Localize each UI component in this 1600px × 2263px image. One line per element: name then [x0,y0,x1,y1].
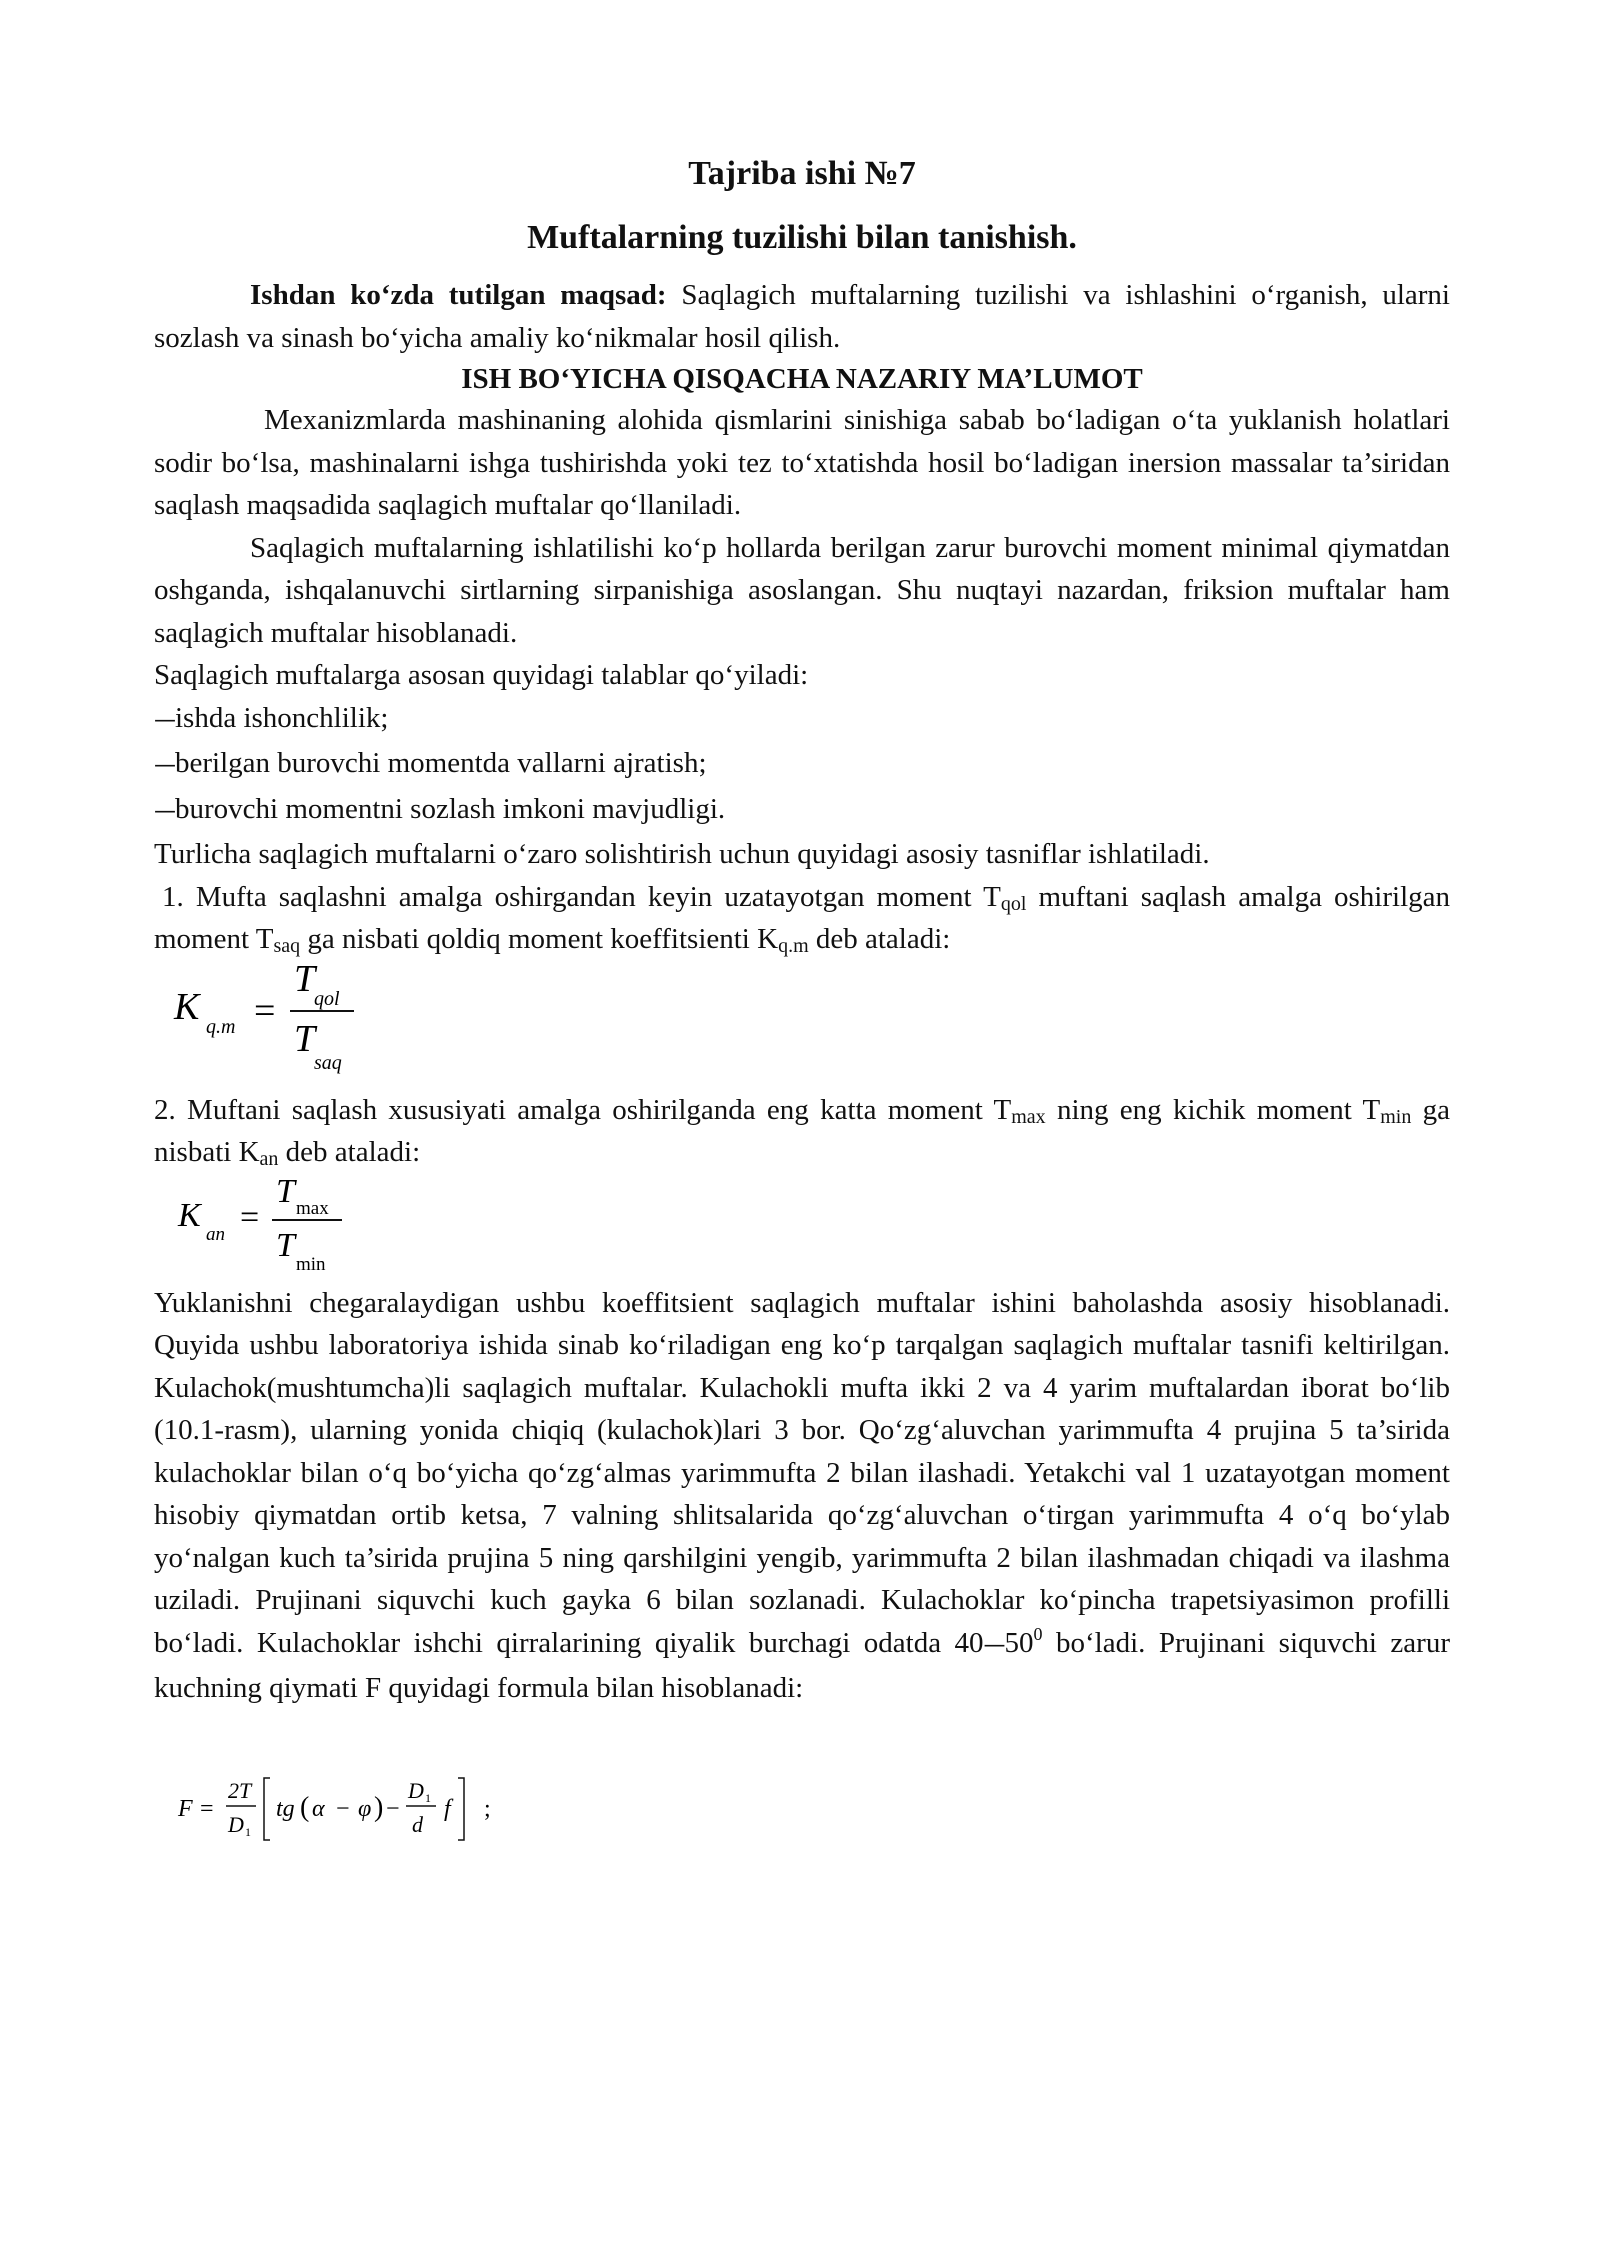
list-item-text: ishda ishonchlilik; [175,701,389,734]
list-item-text: burovchi momentni sozlash imkoni mavjudligi. [175,792,726,825]
minus-sign-2: − [386,1795,400,1822]
formula-denominator-sub: min [296,1253,326,1275]
page-subtitle: Muftalarning tuzilishi bilan tanishish. [527,219,1077,256]
paragraph-2: Saqlagich muftalarning ishlatilishi ko‘p hollarda berilgan zarur burovchi moment minimal qiymatdan oshganda, ishqalanuvchi sirtlarning sirpanishiga asoslangan. Shu nuqtayi nazardan, friksion muftalar ham saqlagich muftalar hisoblanadi. [154,531,1450,649]
formula-denominator: T [294,1017,316,1060]
formula-numerator-sub: max [296,1197,329,1219]
minus-sign: − [336,1795,350,1822]
right-paren: ) [374,1791,384,1823]
item-2-part: deb ataladi: [278,1136,421,1168]
section-heading: ISH BO‘YICHA QISQACHA NAZARIY MA’LUMOT [461,363,1143,395]
formula-numerator: T [294,957,316,1000]
subscript: q.m [778,935,809,957]
list-marker: — [154,753,175,778]
document-body [154,152,1450,1870]
subscript: saq [273,935,301,957]
formula-equals: = [240,1198,260,1236]
formula-residual-coefficient [154,957,1450,1089]
formula-1-svg [154,957,414,1089]
item-1-part: ga nisbati qoldiq moment koeffitsienti K [300,923,779,955]
inner-numerator: D [408,1777,424,1803]
degree-superscript: 0 [1033,1623,1043,1644]
list-item [154,697,1450,743]
item-1-text [154,876,1450,961]
item-2-part: ning eng kichik moment T [1045,1093,1381,1126]
list-item-text: berilgan burovchi momentda vallarni ajratish; [175,747,707,779]
goal-text: Saqlagich muftalarning tuzilishi va ishlashini o‘rganish, ularni sozlash va sinash bo‘yicha amaliy ko‘nikmalar hosil qilish. [154,279,1450,354]
paragraph-5-part: bo‘ladi. Prujinani siquvchi zarur kuchning qiymati F quyidagi formula bilan hisoblanadi: [154,1626,1450,1704]
paragraph-5 [154,1282,1450,1710]
coef-denominator: D [228,1811,244,1837]
range-dash: — [983,1632,1005,1658]
formula-2-svg [154,1174,374,1282]
semicolon: ; [484,1795,491,1822]
requirements-intro: Saqlagich muftalarga asosan quyidagi talablar qo‘yiladi: [154,659,809,691]
paragraph-1: Mexanizmlarda mashinaning alohida qismlarini sinishiga sabab bo‘ladigan o‘ta yuklanish holatlari sodir bo‘lsa, mashinalarni ishga tushirishda yoki tez to‘xtatishda hosil bo‘ladigan inersion massalar ta’siridan saqlash maqsadida saqlagich muftalar qo‘llaniladi. [154,404,1450,521]
formula-spring-force [154,1710,1450,1870]
item-2-part: 2. Muftani saqlash xususiyati amalga oshirilganda eng katta moment T [154,1093,1012,1126]
coef-numerator: 2T [228,1777,252,1803]
formula-numerator-sub: qol [314,987,340,1010]
inner-denominator: d [412,1811,423,1837]
paragraph-classification: Turlicha saqlagich muftalarni o‘zaro solishtirish uchun quyidagi asosiy tasniflar ishlatiladi. [154,838,1210,870]
formula-equals: = [200,1795,214,1822]
item-2-text [154,1089,1450,1174]
formula-lhs: K [178,1196,201,1234]
formula-numerator: T [276,1172,295,1210]
paragraph-5-part: 50 [1004,1626,1034,1659]
left-paren: ( [300,1791,310,1823]
list-marker: — [154,798,175,824]
item-1-part: 1. Mufta saqlashni amalga oshirgandan keyin uzatayotgan moment T [162,880,1001,913]
friction-coefficient: f [444,1795,451,1822]
list-marker: — [154,707,175,733]
formula-equals: = [254,989,276,1032]
subscript: qol [1000,892,1027,915]
paragraph-5-part: Yuklanishni chegaralaydigan ushbu koeffitsient saqlagich muftalar ishini baholashda asosiy hisoblanadi. Quyida ushbu laboratoriya ishida sinab ko‘riladigan eng ko‘p tarqalgan saqlagich muftalar tasnifi keltirilgan. Kulachok(mushtumcha)li saqlagich muftalar. Kulachokli mufta ikki 2 va 4 yarim muftalardan iborat bo‘lib (10.1-rasm), ularning yonida chiqiq (kulachok)lari 3 bor. Qo‘zg‘aluvchan yarimmufta 4 prujina 5 ta’sirida kulachoklar bilan o‘q bo‘yicha qo‘zg‘almas yarimmufta 2 bilan ilashadi. Yetakchi val 1 uzatayotgan moment hisobiy qiymatdan ortib ketsa, 7 valning shlitsalarida qo‘zg‘aluvchan o‘tirgan yarimmufta 4 o‘q bo‘ylab yo‘nalgan kuch ta’sirida prujina 5 ning qarshilgini yengib, yarimmufta 2 bilan ilashmadan chiqadi va ilashma uziladi. Prujinani siquvchi kuch gayka 6 bilan sozlanadi. Kulachoklar ko‘pincha trapetsiyasimon profilli bo‘ladi. Kulachoklar ishchi qirralarining qiyalik burchagi odatda 40 [154,1286,1450,1659]
formula-lhs: K [174,985,200,1028]
formula-denominator-sub: saq [314,1051,342,1074]
list-item [154,742,1450,788]
tg-function: tg [276,1795,295,1822]
item-1-part: deb ataladi: [808,923,951,955]
subscript: min [1380,1105,1412,1128]
right-bracket [458,1778,464,1840]
formula-lhs-sub: q.m [206,1015,236,1038]
goal-label: Ishdan ko‘zda tutilgan maqsad: [250,279,667,311]
inner-numerator-sub: 1 [425,1790,431,1805]
page-title: Tajriba ishi №7 [688,155,916,192]
coef-denominator-sub: 1 [245,1824,251,1839]
alpha-symbol: α [312,1795,325,1822]
formula-3-svg [154,1754,574,1904]
list-item [154,788,1450,834]
left-bracket [264,1778,270,1840]
formula-lhs-sub: an [206,1223,225,1245]
formula-denominator: T [276,1226,295,1264]
item-1-part: muftani saqlash amalga oshirilgan moment T [154,880,1451,955]
subscript: max [1011,1105,1046,1128]
subscript: an [259,1148,279,1170]
formula-adjustment-coefficient [154,1174,1450,1282]
goal-paragraph [154,274,1450,359]
item-2-part: ga nisbati K [154,1093,1450,1168]
phi-symbol: φ [358,1795,372,1822]
formula-lhs: F [178,1795,193,1822]
